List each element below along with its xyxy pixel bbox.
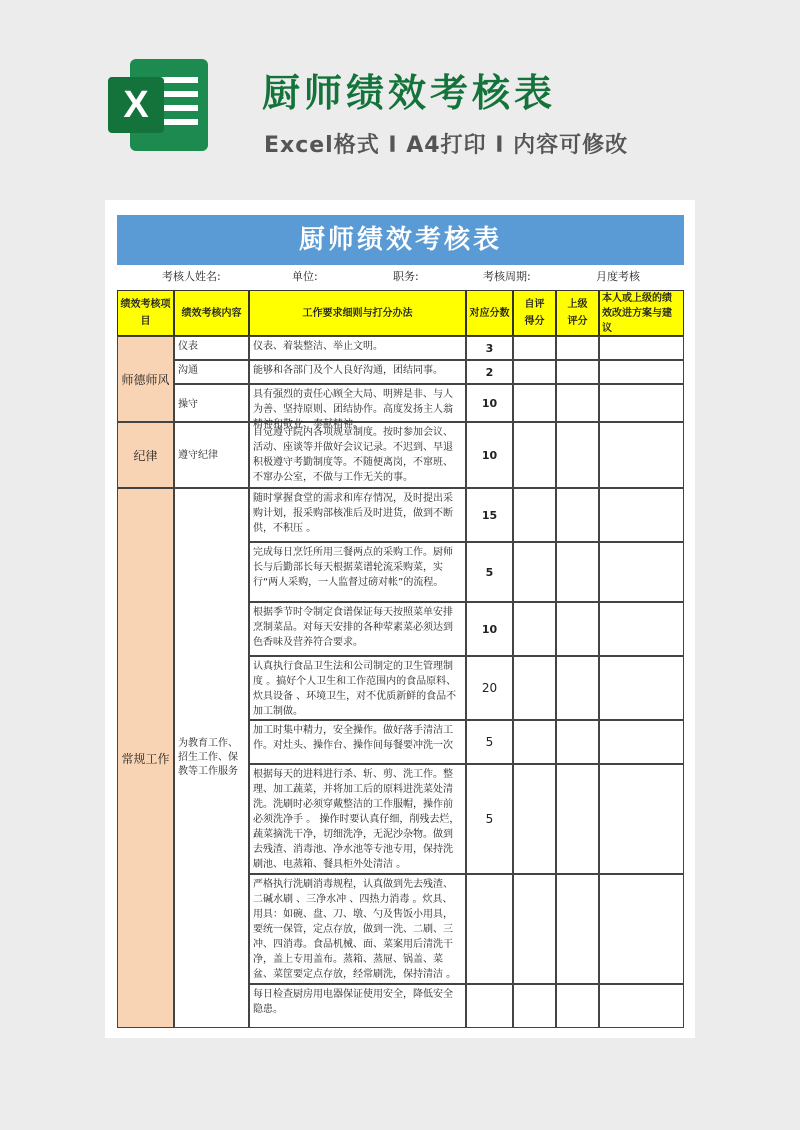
superior-score-cell[interactable] <box>556 488 599 542</box>
advice-cell[interactable] <box>599 874 684 984</box>
col-header-superior: 上级评分 <box>556 290 599 336</box>
col-header-content: 绩效考核内容 <box>174 290 249 336</box>
row-criteria: 每日检查厨房用电器保证使用安全，降低安全隐患。 <box>249 984 466 1028</box>
advice-cell[interactable] <box>599 422 684 488</box>
self-score-cell[interactable] <box>513 542 556 602</box>
row-content: 仪表 <box>174 336 249 360</box>
row-score: 20 <box>466 656 513 720</box>
cycle-label: 考核周期: <box>483 270 531 283</box>
row-criteria: 仪表、着装整洁、举止文明。 <box>249 336 466 360</box>
col-header-advice: 本人或上级的绩效改进方案与建议 <box>599 290 684 336</box>
row-score: 2 <box>466 360 513 384</box>
group-ethics: 师德师风 <box>117 336 174 422</box>
row-criteria: 根据每天的进料进行杀、斩、剪、洗工作。整理、加工蔬菜，并将加工后的原料进洗菜处清洗。洗刷时必须穿戴整洁的工作服帽，操作前必须洗净手 。 操作时要认真仔细，削残去烂，蔬菜摘洗干净，切细洗净，无泥沙杂物。做到去残渣、消毒池、净水池等专池专用，保持洗刷池、电蒸箱、餐具柜外处清洁 。 <box>249 764 466 874</box>
superior-score-cell[interactable] <box>556 874 599 984</box>
col-header-item: 绩效考核项目 <box>117 290 174 336</box>
row-content: 沟通 <box>174 360 249 384</box>
row-score: 10 <box>466 422 513 488</box>
self-score-cell[interactable] <box>513 874 556 984</box>
row-criteria: 随时掌握食堂的需求和库存情况，及时提出采购计划，报采购部核准后及时进货，做到不断供，不积压 。 <box>249 488 466 542</box>
superior-score-cell[interactable] <box>556 542 599 602</box>
col-header-score: 对应分数 <box>466 290 513 336</box>
col-header-criteria: 工作要求细则与打分办法 <box>249 290 466 336</box>
advice-cell[interactable] <box>599 764 684 874</box>
superior-score-cell[interactable] <box>556 656 599 720</box>
group-routine: 常规工作 <box>117 488 174 1028</box>
advice-cell[interactable] <box>599 336 684 360</box>
advice-cell[interactable] <box>599 542 684 602</box>
self-score-cell[interactable] <box>513 422 556 488</box>
self-score-cell[interactable] <box>513 602 556 656</box>
row-criteria: 根据季节时令制定食谱保证每天按照菜单安排烹制菜品。对每天安排的各种荤素菜必须达到色香味及营养符合要求。 <box>249 602 466 656</box>
self-score-cell[interactable] <box>513 984 556 1028</box>
row-criteria: 加工时集中精力，安全操作。做好落手清洁工作。对灶头、操作台、操作间每餐要冲洗一次 <box>249 720 466 764</box>
superior-score-cell[interactable] <box>556 336 599 360</box>
row-criteria: 认真执行食品卫生法和公司制定的卫生管理制度 。搞好个人卫生和工作范围内的食品原料、炊具设备 、环境卫生，对不优质新鲜的食品不加工制做。 <box>249 656 466 720</box>
row-criteria: 自觉遵守院内各项规章制度。按时参加会议、活动、座谈等并做好会议记录。不迟到、早退积极遵守考勤制度等。不随便离岗，不窜班、不窜办公室，不做与工作无关的事。 <box>249 422 466 488</box>
sheet-banner: 厨师绩效考核表 <box>117 215 684 265</box>
row-score: 5 <box>466 720 513 764</box>
self-score-cell[interactable] <box>513 336 556 360</box>
superior-score-cell[interactable] <box>556 360 599 384</box>
superior-score-cell[interactable] <box>556 384 599 422</box>
row-criteria: 能够和各部门及个人良好沟通，团结同事。 <box>249 360 466 384</box>
self-score-cell[interactable] <box>513 764 556 874</box>
advice-cell[interactable] <box>599 360 684 384</box>
page-title: 厨师绩效考核表 <box>262 71 557 115</box>
row-score: 5 <box>466 542 513 602</box>
row-content: 遵守纪律 <box>174 422 249 488</box>
row-criteria: 完成每日烹饪所用三餐两点的采购工作。厨师长与后勤部长每天根据菜谱轮流采购菜，实行“两人采购，一人监督过磅对帐”的流程。 <box>249 542 466 602</box>
row-content: 操守 <box>174 384 249 422</box>
row-score: 3 <box>466 336 513 360</box>
advice-cell[interactable] <box>599 488 684 542</box>
superior-score-cell[interactable] <box>556 422 599 488</box>
row-criteria: 具有强烈的责任心顾全大局、明辨是非、与人为善、坚持原则、团结协作。高度发扬主人翁精神和敬业、奉献精神。 <box>249 384 466 422</box>
unit-label: 单位: <box>292 270 318 283</box>
self-score-cell[interactable] <box>513 360 556 384</box>
advice-cell[interactable] <box>599 984 684 1028</box>
superior-score-cell[interactable] <box>556 602 599 656</box>
superior-score-cell[interactable] <box>556 764 599 874</box>
row-score <box>466 984 513 1028</box>
superior-score-cell[interactable] <box>556 984 599 1028</box>
cycle-value: 月度考核 <box>596 270 640 283</box>
advice-cell[interactable] <box>599 656 684 720</box>
col-header-self: 自评得分 <box>513 290 556 336</box>
self-score-cell[interactable] <box>513 656 556 720</box>
position-label: 职务: <box>393 270 419 283</box>
row-score <box>466 874 513 984</box>
name-label: 考核人姓名: <box>162 270 221 283</box>
self-score-cell[interactable] <box>513 384 556 422</box>
self-score-cell[interactable] <box>513 720 556 764</box>
row-score: 15 <box>466 488 513 542</box>
page-subtitle: Excel格式 Ι A4打印 Ι 内容可修改 <box>264 133 629 158</box>
row-score: 10 <box>466 602 513 656</box>
excel-logo-icon <box>102 55 212 155</box>
self-score-cell[interactable] <box>513 488 556 542</box>
group-discipline: 纪律 <box>117 422 174 488</box>
advice-cell[interactable] <box>599 602 684 656</box>
row-score: 10 <box>466 384 513 422</box>
row-score: 5 <box>466 764 513 874</box>
routine-content: 为教育工作、招生工作、保教等工作服务 <box>174 488 249 1028</box>
superior-score-cell[interactable] <box>556 720 599 764</box>
row-criteria: 严格执行洗刷消毒规程，认真做到先去残渣、二碱水刷 、三净水冲 、四热力消毒 。炊具、用具：如碗、盘、刀、墩、勺及售饭小用具，要统一保管，定点存放，做到一洗、二刷、三冲、四消毒。食品机械、面、菜案用后清洗干净，盖上专用盖布。蒸箱、蒸屉、锅盖、菜盆、菜筐要定点存放，经常刷洗，保持清洁 。 <box>249 874 466 984</box>
advice-cell[interactable] <box>599 720 684 764</box>
advice-cell[interactable] <box>599 384 684 422</box>
excel-letter: X <box>108 77 164 133</box>
